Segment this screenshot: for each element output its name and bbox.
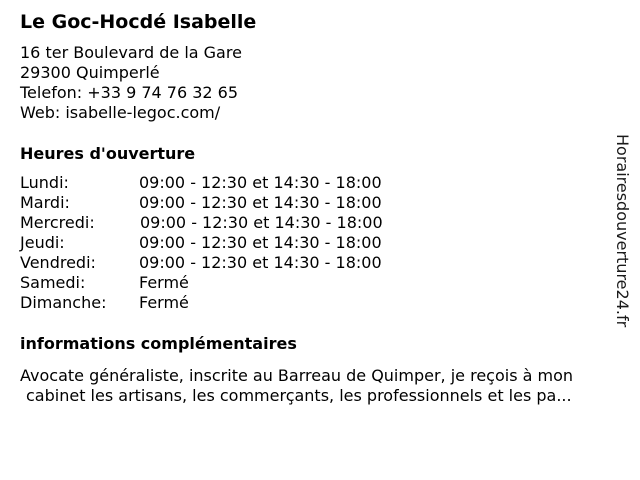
- hours-heading: Heures d'ouverture: [20, 144, 196, 163]
- time-value: 09:00 - 12:30 et 14:30 - 18:00: [139, 233, 382, 252]
- address-street: 16 ter Boulevard de la Gare: [20, 43, 242, 62]
- phone-number: Telefon: +33 9 74 76 32 65: [20, 83, 239, 102]
- time-value: 09:00 - 12:30 et 14:30 - 18:00: [139, 253, 382, 272]
- day-label: Vendredi:: [20, 253, 96, 272]
- description-line: cabinet les artisans, les commerçants, les professionnels et les pa...: [26, 386, 572, 405]
- time-value: Fermé: [139, 273, 189, 292]
- day-label: Dimanche:: [20, 293, 107, 312]
- site-watermark: Horairesdouverture24.fr: [613, 134, 632, 328]
- day-label: Lundi:: [20, 173, 69, 192]
- day-label: Mercredi:: [20, 213, 95, 232]
- info-heading: informations complémentaires: [20, 334, 297, 353]
- day-label: Jeudi:: [20, 233, 65, 252]
- description-line: Avocate généraliste, inscrite au Barreau de Quimper, je reçois à mon: [20, 366, 574, 385]
- business-name: Le Goc-Hocdé Isabelle: [20, 11, 257, 33]
- website: Web: isabelle-legoc.com/: [20, 103, 221, 122]
- description-text: [20, 366, 625, 406]
- day-label: Mardi:: [20, 193, 70, 212]
- time-value: 09:00 - 12:30 et 14:30 - 18:00: [139, 173, 382, 192]
- contact-block: [20, 43, 242, 123]
- time-value: Fermé: [139, 293, 189, 312]
- address-city: 29300 Quimperlé: [20, 63, 160, 82]
- day-label: Samedi:: [20, 273, 86, 292]
- time-value: 09:00 - 12:30 et 14:30 - 18:00: [139, 193, 382, 212]
- time-value: 09:00 - 12:30 et 14:30 - 18:00: [140, 213, 383, 232]
